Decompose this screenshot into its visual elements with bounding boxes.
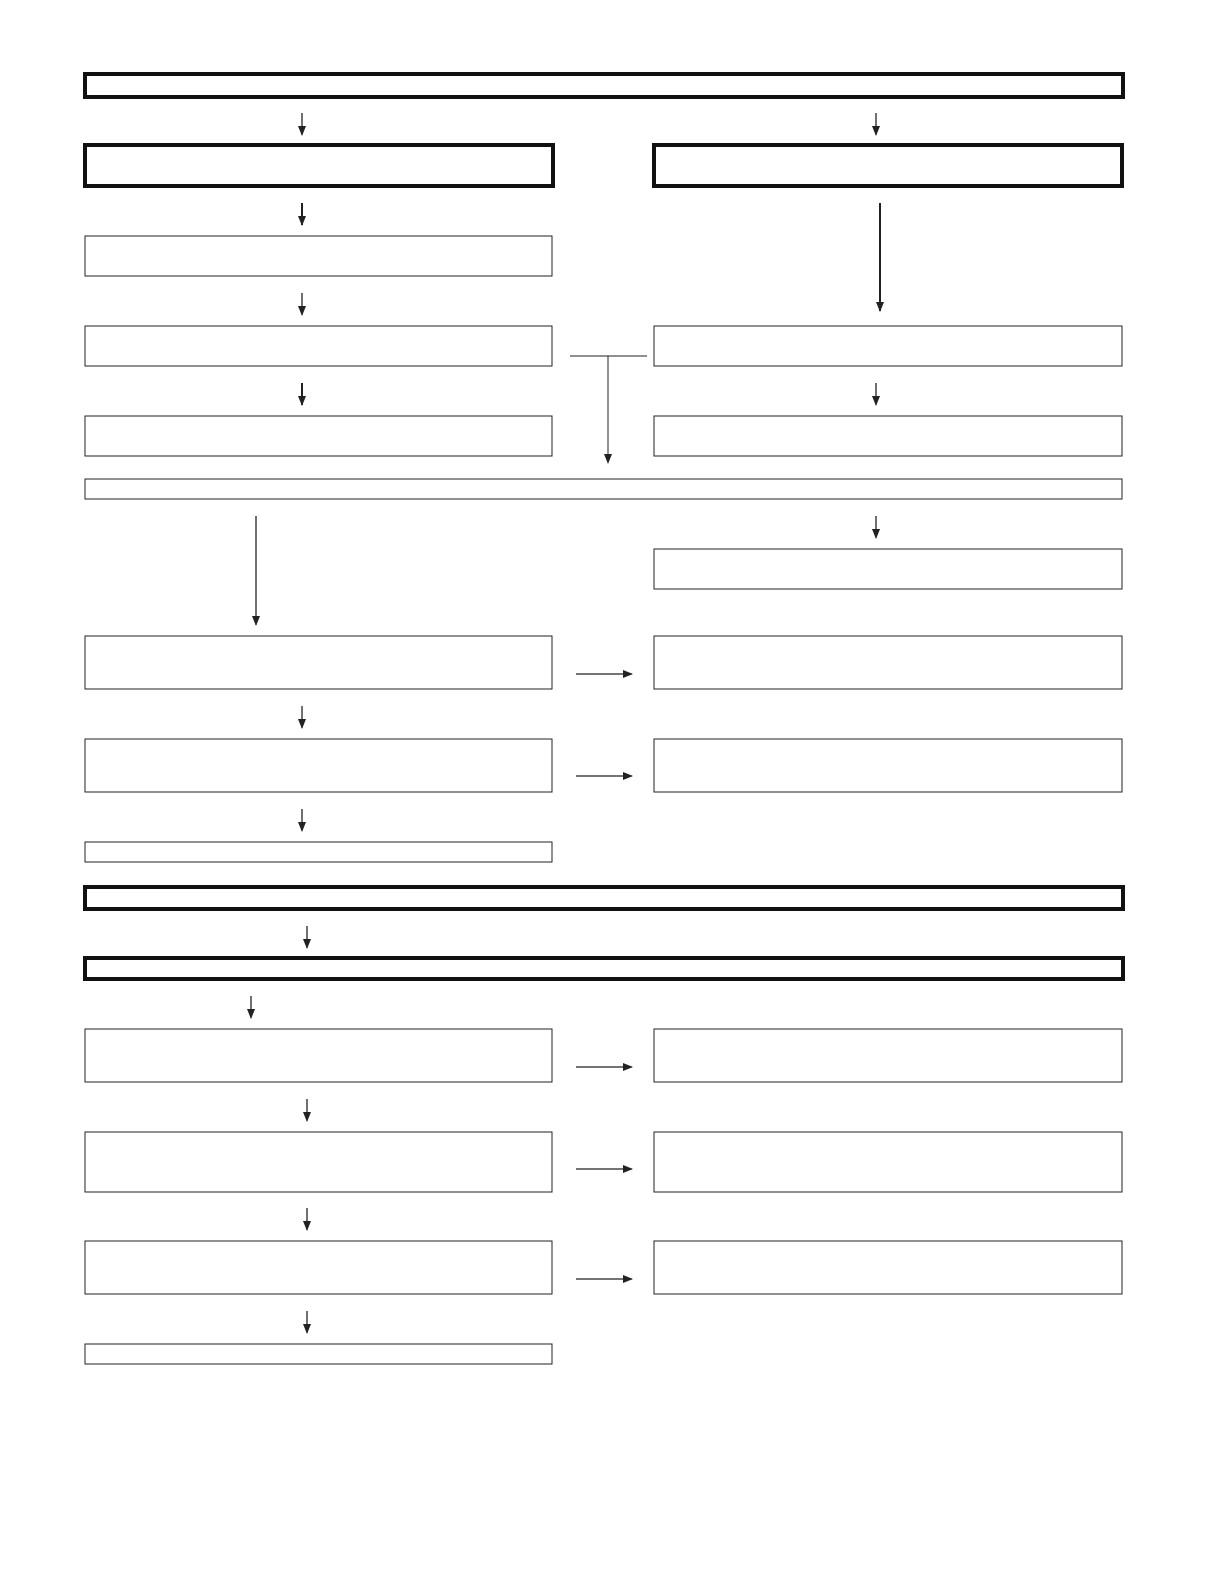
result-5 [654, 1241, 1122, 1294]
right-step-3 [654, 549, 1122, 589]
branch-left-header [85, 145, 553, 186]
right-step-1 [654, 326, 1122, 366]
branch-right-header [654, 145, 1122, 186]
check-2 [85, 739, 552, 792]
end-bar-1 [85, 842, 552, 862]
subsection-header-2 [85, 958, 1123, 979]
merge-bar [85, 479, 1122, 499]
end-bar-2 [85, 1344, 552, 1364]
left-step-3 [85, 416, 552, 456]
result-2 [654, 739, 1122, 792]
left-step-2 [85, 326, 552, 366]
section-header-1 [85, 74, 1123, 97]
merge-connector [570, 356, 647, 463]
result-3 [654, 1029, 1122, 1082]
result-4 [654, 1132, 1122, 1192]
check-4 [85, 1132, 552, 1192]
right-step-2 [654, 416, 1122, 456]
check-5 [85, 1241, 552, 1294]
left-step-1 [85, 236, 552, 276]
check-3 [85, 1029, 552, 1082]
result-1 [654, 636, 1122, 689]
section-header-2 [85, 887, 1123, 909]
check-1 [85, 636, 552, 689]
